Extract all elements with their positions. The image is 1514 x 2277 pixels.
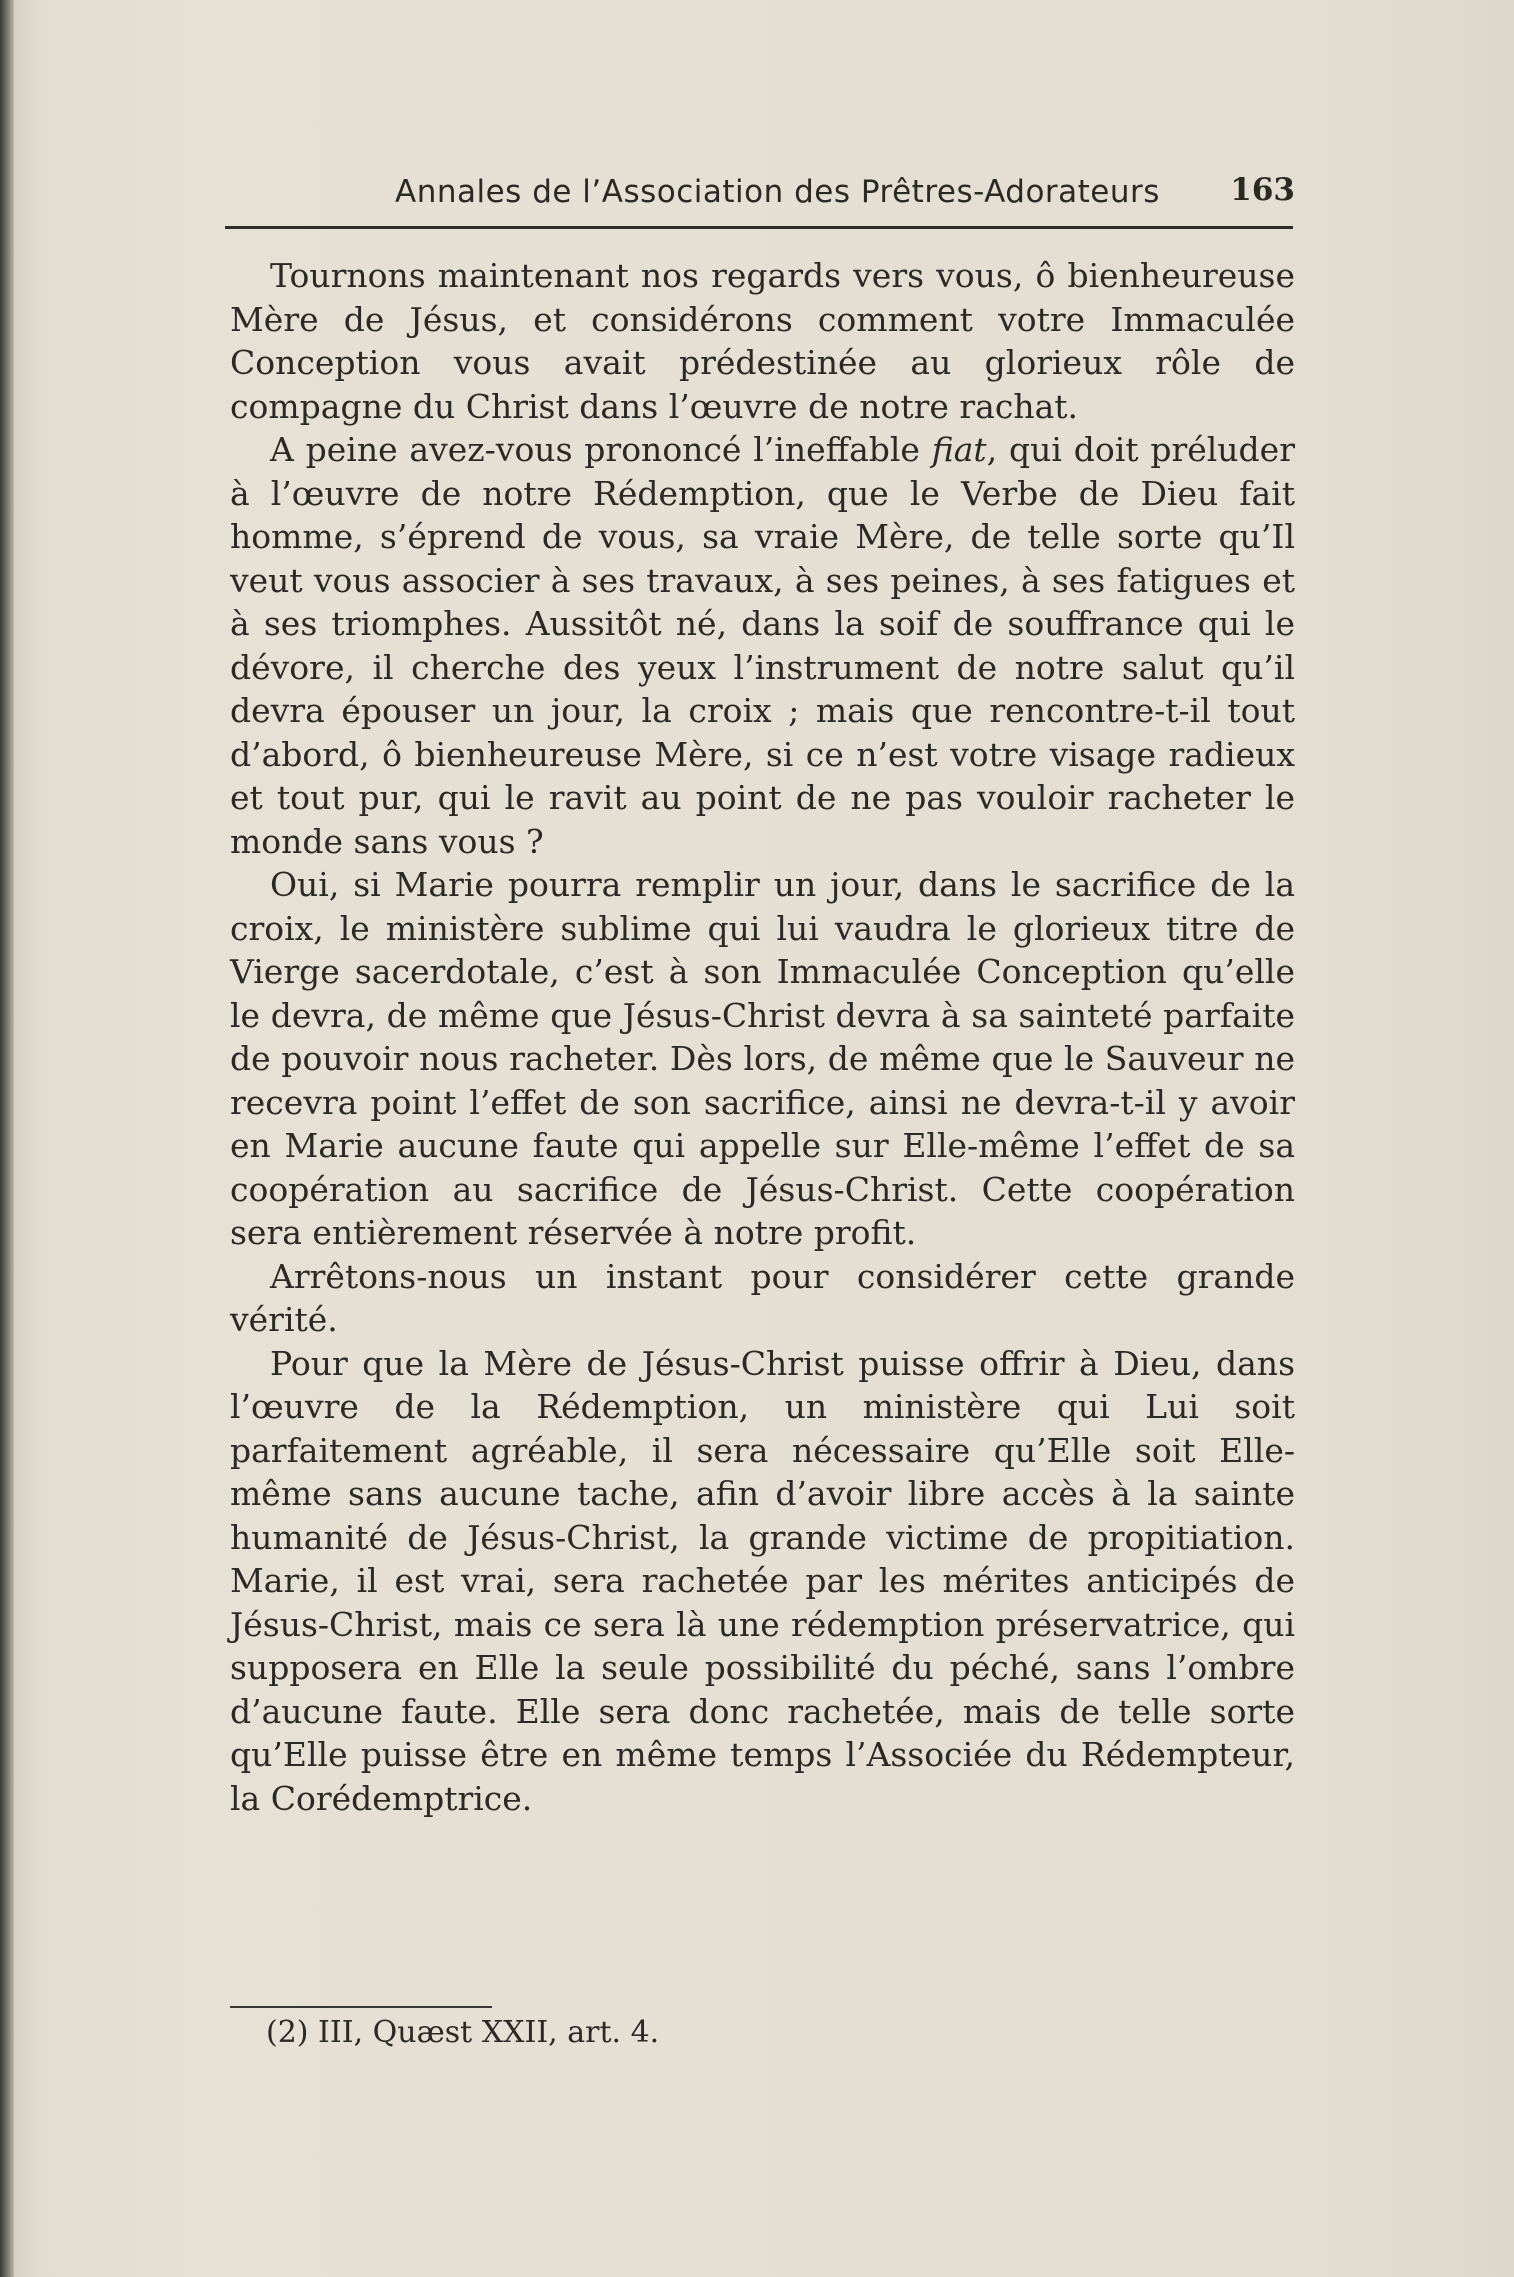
paragraph-4: Arrêtons-nous un instant pour considérer cette grande vérité. [230, 1256, 1295, 1339]
page-header [225, 168, 1295, 222]
page-number: 163 [1230, 172, 1295, 208]
paragraph-5: Pour que la Mère de Jésus-Christ puisse offrir à Dieu, dans l’œuvre de la Rédemption, un ministère qui Lui soit parfaitement agréable, il sera nécessaire qu’Elle soit Elle-même sans aucune tache, afin d’avoir libre accès à la sainte humanité de Jésus-Christ, la grande victime de propitiation. Marie, il est vrai, sera rachetée par les mérites anticipés de Jésus-Christ, mais ce sera là une rédemption préservatrice, qui supposera en Elle la seule possibilité du péché, sans l’ombre d’aucune faute. Elle sera donc rachetée, mais de telle sorte qu’Elle puisse être en même temps l’Associée du Rédempteur, la Corédemptrice. [230, 1343, 1295, 1818]
running-title: Annales de l’Association des Prêtres-Adorateurs [395, 174, 1160, 210]
header-rule [225, 226, 1293, 229]
footnote-rule [230, 2006, 492, 2008]
paragraph-1: Tournons maintenant nos regards vers vous, ô bienheureuse Mère de Jésus, et considérons comment votre Immaculée Conception vous avait prédestinée au glorieux rôle de compagne du Christ dans l’œuvre de notre rachat. [230, 256, 1295, 426]
book-spine [0, 0, 14, 2277]
paragraph-2: A peine avez-vous prononcé l’ineffable fiat, qui doit préluder à l’œuvre de notre Rédemption, que le Verbe de Dieu fait homme, s’éprend de vous, sa vraie Mère, de telle sorte qu’Il veut vous associer à ses travaux, à ses peines, à ses fatigues et à ses triomphes. Aussitôt né, dans la soif de souffrance qui le dévore, il cherche des yeux l’instrument de notre salut qu’il devra épouser un jour, la croix ; mais que rencontre-t-il tout d’abord, ô bienheureuse Mère, si ce n’est votre visage radieux et tout pur, qui le ravit au point de ne pas vouloir racheter le monde sans vous ? [230, 430, 1295, 861]
footnote: (2) III, Quæst XXII, art. 4. [266, 2015, 660, 2050]
body-text [230, 254, 1295, 1820]
paragraph-3: Oui, si Marie pourra remplir un jour, dans le sacrifice de la croix, le ministère sublime qui lui vaudra le glorieux titre de Vierge sacerdotale, c’est à son Immaculée Conception qu’elle le devra, de même que Jésus-Christ devra à sa sainteté parfaite de pouvoir nous racheter. Dès lors, de même que le Sauveur ne recevra point l’effet de son sacrifice, ainsi ne devra-t-il y avoir en Marie aucune faute qui appelle sur Elle-même l’effet de sa coopération au sacrifice de Jésus-Christ. Cette coopération sera entièrement réservée à notre profit. [230, 865, 1295, 1252]
